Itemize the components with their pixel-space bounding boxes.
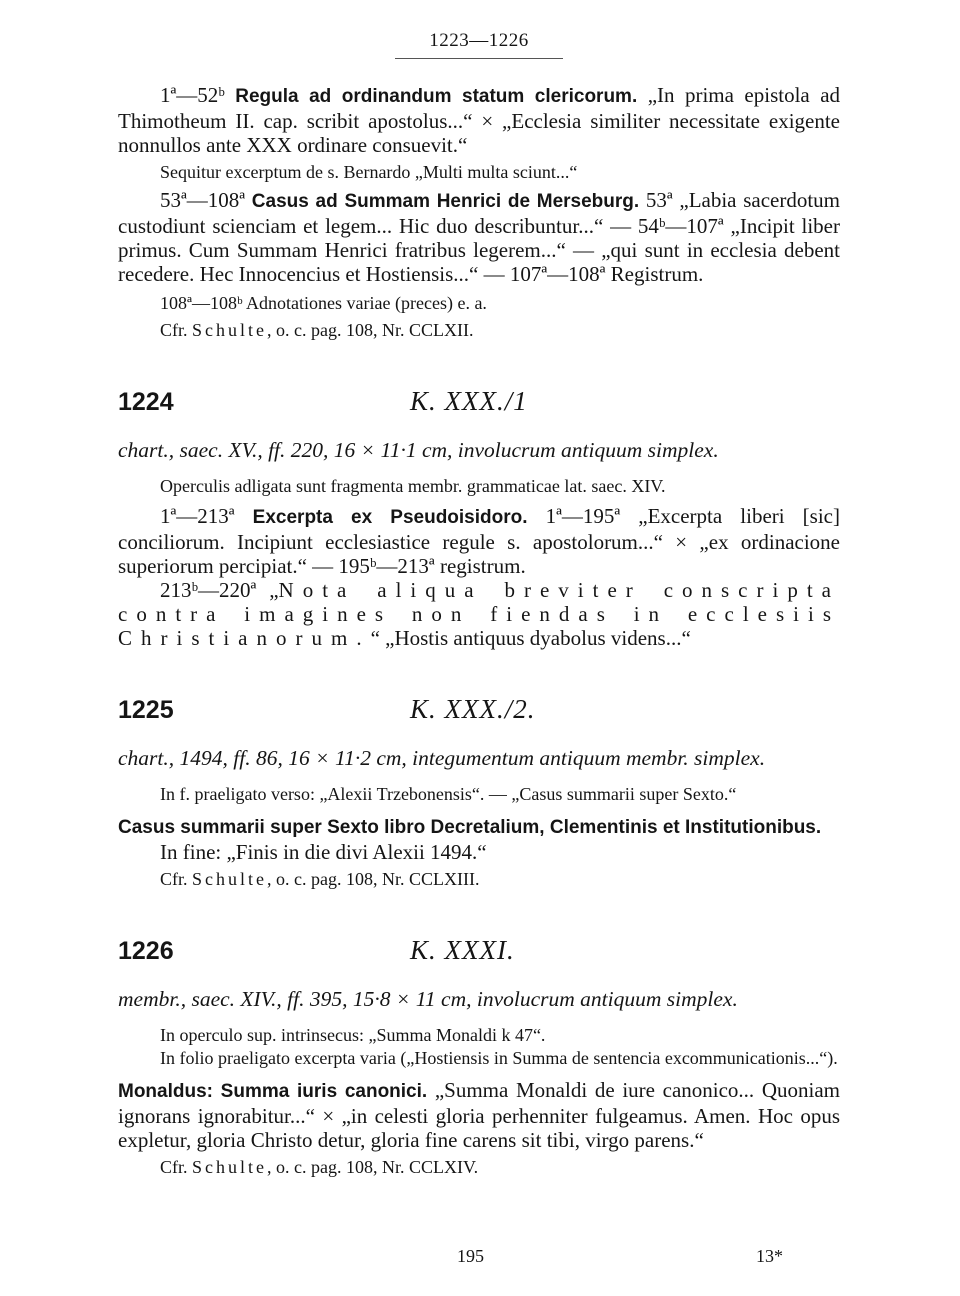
author-name: Schulte (192, 1157, 268, 1177)
entry-1223-paragraph-2: Sequitur excerptum de s. Bernardo „Multi multa sciunt...“ (160, 162, 578, 182)
entry-1226-paragraph-2: In folio praeligato excerpta varia („Hostiensis in Summa de sentencia excommunicationis...“). (160, 1048, 838, 1068)
work-title: Excerpta ex Pseudoisidoro. (252, 507, 528, 528)
entry-heading (118, 386, 840, 417)
entry-number: 1224 (118, 388, 174, 416)
work-title: Casus summarii super Sexto libro Decretalium, Clementinis et Institutionibus. (118, 817, 822, 838)
entry-heading (118, 694, 840, 725)
entry-1225-paragraph-3: In fine: „Finis in die divi Alexii 1494.“ (160, 840, 487, 864)
entry-1223-paragraph-3: 53ª—108ª Casus ad Summam Henrici de Merseburg. 53ª „Labia sacerdotum custodiunt scienciam et legem... Hic duo describuntur...“ — 54ᵇ—107ª „Incipit liber primus. Cum Summam Henrici fratribus legerem...“ — „qui sunt in ecclesia debent recedere. Hec Innocencius et Hostiensis...“ — 107ª—108ª Registrum. (118, 188, 841, 286)
physical-description: chart., 1494, ff. 86, 16 × 11·2 cm, integumentum antiquum membr. simplex. (118, 746, 766, 770)
entry-1225 (118, 694, 840, 891)
page-body (118, 30, 840, 1179)
work-title: Casus ad Summam Henrici de Merseburg. (251, 191, 640, 212)
entry-1226-paragraph-1: In operculo sup. intrinsecus: „Summa Monaldi k 47“. (160, 1025, 546, 1045)
entry-1223-paragraph-1: 1ª—52ᵇ Regula ad ordinandum statum clericorum. „In prima epistola ad Thimotheum II. cap. scribit apostolus...“ × „Ecclesia similiter necessitate exigente nonnullos ante XXX ordinare consuevit.“ (118, 83, 841, 157)
physical-description: chart., saec. XV., ff. 220, 16 × 11·1 cm, involucrum antiquum simplex. (118, 438, 719, 462)
header-rule (395, 58, 563, 59)
shelf-mark: K. XXX./2. (410, 694, 536, 724)
page-number: 195 (457, 1246, 484, 1266)
entry-1225-paragraph-2 (118, 814, 840, 840)
entry-1224-paragraph-3: 213ᵇ—220ª „Nota aliqua breviter conscripta contra imagines non fiendas in ecclesiis Christianorum.“ „Hostis antiquus dyabolus videns...“ (118, 578, 840, 650)
entry-1223-paragraph-4: 108ª—108ᵇ Adnotationes variae (preces) e. a. (160, 293, 487, 313)
running-head: 1223—1226 (429, 30, 529, 51)
entry-1223-reference: Cfr. Schulte, o. c. pag. 108, Nr. CCLXII. (160, 320, 474, 340)
entry-1226 (118, 935, 840, 1179)
entry-1225-paragraph-1: In f. praeligato verso: „Alexii Trzebonensis“. — „Casus summarii super Sexto.“ (160, 784, 737, 804)
entry-1226-reference: Cfr. Schulte, o. c. pag. 108, Nr. CCLXIV. (160, 1157, 479, 1177)
shelf-mark: K. XXX./1 (410, 386, 528, 416)
entry-number: 1225 (118, 696, 174, 724)
spaced-title: Nota aliqua breviter conscripta contra imagines non fiendas in ecclesiis Christianorum. (118, 578, 840, 650)
gathering-signature: 13* (756, 1246, 783, 1266)
entry-1224-paragraph-2: 1ª—213ª Excerpta ex Pseudoisidoro. 1ª—195ª „Excerpta liberi [sic] conciliorum. Incipiunt ecclesiastice regule s. apostolorum...“ × „ex ordinacione superiorum percipiat.“ — 195ᵇ—213ª registrum. (118, 504, 840, 578)
entry-1225-reference: Cfr. Schulte, o. c. pag. 108, Nr. CCLXIII. (160, 869, 480, 889)
entry-number: 1226 (118, 937, 174, 965)
author-name: Schulte (192, 869, 268, 889)
entry-heading (118, 935, 840, 966)
work-title: Regula ad ordinandum statum clericorum. (235, 86, 638, 107)
physical-description: membr., saec. XIV., ff. 395, 15·8 × 11 cm, involucrum antiquum simplex. (118, 987, 738, 1011)
entry-1223 (118, 83, 840, 342)
author-name: Schulte (192, 320, 268, 340)
entry-1224 (118, 386, 840, 650)
work-title: Monaldus: Summa iuris canonici. (118, 1081, 428, 1102)
entry-1226-paragraph-3: Monaldus: Summa iuris canonici. „Summa Monaldi de iure canonico... Quoniam ignorans ignorabitur...“ × „in celesti gloria perhenniter fulgeamus. Amen. Hoc opus expletur, gloria Christo detur, gloria fine carens sit tibi, virgo parens.“ (118, 1078, 840, 1152)
entry-1224-paragraph-1: Operculis adligata sunt fragmenta membr. grammaticae lat. saec. XIV. (160, 476, 666, 496)
shelf-mark: K. XXXI. (410, 935, 515, 965)
